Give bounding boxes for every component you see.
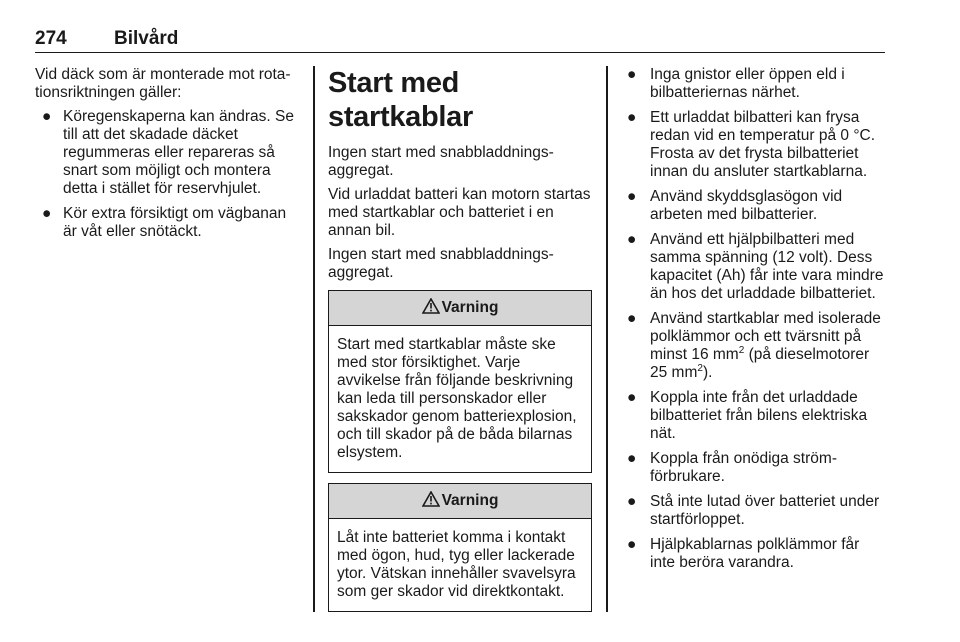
warning-text: Låt inte batteriet komma i kontakt med ögon, hud, tyg eller lackerade ytor. Vätskan innehåller svavelsyra som ger skador vid direktkontakt. xyxy=(337,529,576,600)
paragraph: Ingen start med snabbladdningsaggregat. xyxy=(328,144,554,179)
list-item: ● Stå inte lutad över batteriet under startförloppet. xyxy=(627,493,880,528)
list-item: ● Köregenskaperna kan ändras. Se till att det skadade däcket regummeras eller repareras så snart som möjligt och montera detta i stället för reservhjulet. xyxy=(42,108,294,197)
bullet-icon: ● xyxy=(627,536,637,553)
list-item: ● Använd startkablar med isolerade polklämmor och ett tvärsnitt på minst 16 $mm^2$ (på dieselmotorer 25 $mm^2$). xyxy=(627,310,881,381)
page-number: 274 xyxy=(35,28,67,49)
column-1 xyxy=(35,66,303,248)
bullet-icon: ● xyxy=(627,188,637,205)
superscript: 2 xyxy=(738,344,745,356)
bullet-icon: ● xyxy=(627,310,637,327)
list-item: ● Använd ett hjälpbilbatteri med samma spänning (12 volt). Dess kapacitet (Ah) får inte vara mindre än hos det urladdade bilbatteriet. xyxy=(627,231,884,302)
page-header xyxy=(35,28,885,53)
paragraph: Ingen start med snabbladdningsaggregat. xyxy=(328,246,554,281)
bullet-icon: ● xyxy=(627,450,637,467)
list-item: ● Inga gnistor eller öppen eld i bilbatteriernas närhet. xyxy=(627,66,845,101)
warning-triangle-icon xyxy=(422,491,440,507)
column-3 xyxy=(620,66,888,579)
list-item: ● Ett urladdat bilbatteri kan frysa redan vid en temperatur på 0 °C. Frosta av det frysta bilbatteriet innan du ansluter startkablarna. xyxy=(627,109,876,180)
bullet-icon: ● xyxy=(627,109,637,126)
warning-text: Start med startkablar måste ske med stor försiktighet. Varje avvikelse från följande beskrivning kan leda till personskador eller sakskador genom batteriexplosion, och till skador på de båda bilarnas elsystem. xyxy=(337,336,577,461)
list-item: ● Koppla inte från det urladdade bilbatteriet från bilens elektriska nät. xyxy=(627,389,868,442)
bullet-icon: ● xyxy=(42,205,52,222)
bullet-icon: ● xyxy=(627,493,637,510)
warning-header xyxy=(329,484,591,519)
bullet-list-tires xyxy=(35,108,303,241)
warning-triangle-icon xyxy=(422,298,440,314)
bullet-list-safety xyxy=(620,66,888,572)
intro-paragraph: Vid däck som är monterade mot rotationsriktningen gäller: xyxy=(35,66,291,101)
list-item: ● Koppla från onödiga strömförbrukare. xyxy=(627,450,837,485)
section-title: Bilvård xyxy=(114,28,179,49)
warning-title: Varning xyxy=(441,492,499,509)
list-item: ● Hjälpkablarnas polklämmor får inte beröra varandra. xyxy=(627,536,860,571)
warning-title: Varning xyxy=(441,299,499,316)
bullet-icon: ● xyxy=(42,108,52,125)
warning-box xyxy=(328,483,592,612)
list-item: ● Kör extra försiktigt om vägbanan är våt eller snötäckt. xyxy=(42,205,287,240)
bullet-icon: ● xyxy=(627,231,637,248)
section-heading: Start med startkablar xyxy=(328,67,473,133)
list-item: ● Använd skyddsglasögon vid arbeten med bilbatterier. xyxy=(627,188,843,223)
column-2 xyxy=(328,66,593,622)
bullet-icon: ● xyxy=(627,66,637,83)
bullet-icon: ● xyxy=(627,389,637,406)
column-divider-2 xyxy=(606,66,608,612)
warning-header xyxy=(329,291,591,326)
paragraph: Vid urladdat batteri kan motorn startas med startkablar och batteriet i en annan bil. xyxy=(328,186,591,239)
superscript: 2 xyxy=(697,362,703,374)
column-divider-1 xyxy=(313,66,315,612)
warning-box xyxy=(328,290,592,473)
